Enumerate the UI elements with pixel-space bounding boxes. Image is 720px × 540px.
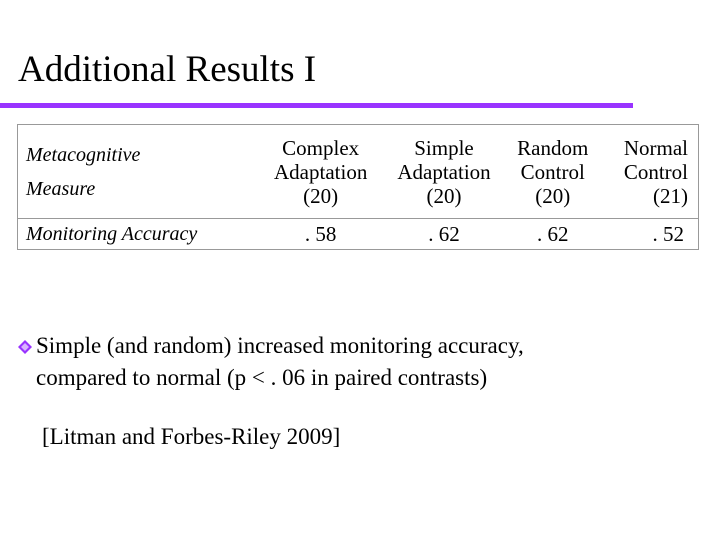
- column-header-line: Random: [517, 135, 589, 160]
- column-header-count: (20): [426, 183, 462, 208]
- table-header-row: [18, 125, 699, 219]
- column-header-line: Adaptation: [397, 159, 491, 184]
- measure-header-line2: Measure: [26, 177, 96, 200]
- column-header-complex-adaptation: [259, 125, 382, 219]
- column-header-count: (20): [535, 183, 571, 208]
- column-header-count: (20): [303, 183, 339, 208]
- column-header-line: Control: [520, 159, 585, 184]
- table-row: [18, 219, 699, 250]
- table-cell-value: . 62: [382, 219, 505, 250]
- measure-header-line1: Metacognitive: [26, 143, 141, 166]
- results-table: [17, 124, 699, 250]
- column-header-line: Control: [623, 159, 688, 184]
- bullet-text-main: Simple (and random) increased monitoring accuracy: [36, 333, 518, 358]
- column-header-line: Complex: [282, 135, 360, 160]
- measure-header: [18, 125, 260, 219]
- bullet-text-line1: [36, 330, 524, 362]
- table-cell-value: . 52: [600, 219, 699, 250]
- column-header-random-control: [506, 125, 600, 219]
- column-header-line: Normal: [623, 135, 688, 160]
- slide-title: Additional Results I: [18, 49, 317, 90]
- column-header-count: (21): [653, 183, 688, 208]
- row-label-monitoring-accuracy: Monitoring Accuracy: [18, 219, 260, 250]
- diamond-bullet-icon: [18, 340, 32, 354]
- column-header-line: Simple: [414, 135, 474, 160]
- column-header-simple-adaptation: [382, 125, 505, 219]
- title-underline-rule: [0, 103, 633, 108]
- table-cell-value: . 58: [259, 219, 382, 250]
- column-header-normal-control: [600, 125, 699, 219]
- bullet-text-line2: compared to normal (p < . 06 in paired contrasts): [36, 365, 488, 390]
- column-header-line: Adaptation: [274, 159, 368, 184]
- table-cell-value: . 62: [506, 219, 600, 250]
- citation: [Litman and Forbes-Riley 2009]: [42, 424, 341, 449]
- bullet-text-comma: ,: [517, 333, 524, 358]
